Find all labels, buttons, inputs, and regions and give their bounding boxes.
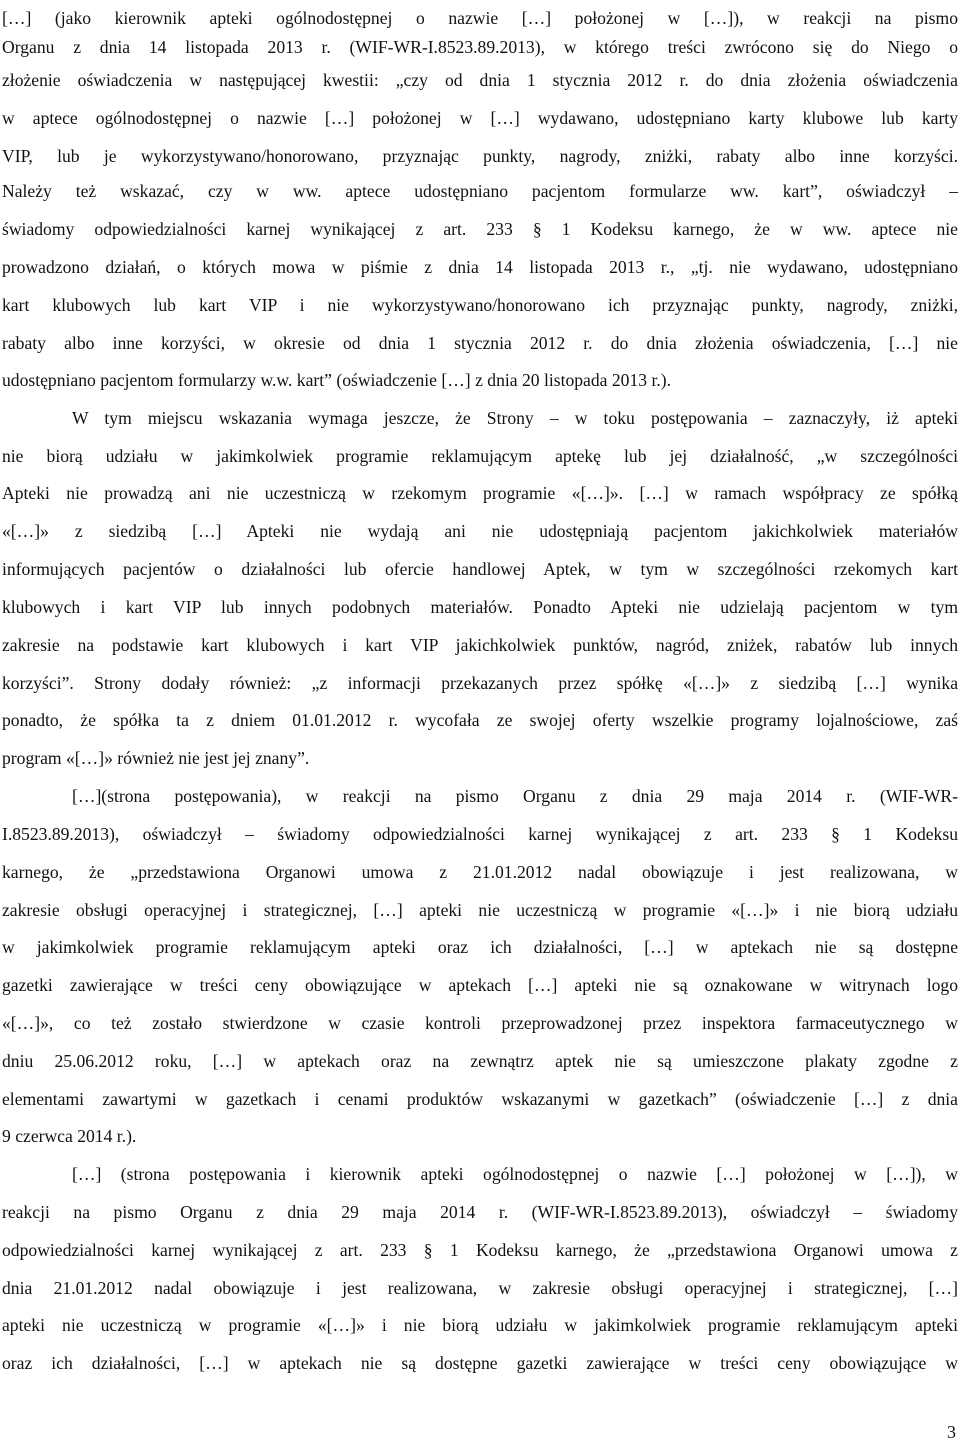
text-line: udostępniano pacjentom formularzy w.w. kart” (oświadczenie […] z dnia 20 listopada 2013 r.).: [2, 370, 671, 390]
text-line: «[…]» z siedzibą […] Apteki nie wydają ani nie udostępniają pacjentom jakichkolwiek materiałów: [2, 521, 958, 541]
text-line: apteki nie uczestniczą w programie «[…]» i nie biorą udziału w jakimkolwiek programie reklamującym apteki: [2, 1315, 958, 1335]
text-line: program «[…]» również nie jest jej znany”.: [2, 748, 310, 768]
text-line: oraz ich działalności, […] w aptekach nie są dostępne gazetki zawierające w treści ceny obowiązujące w: [2, 1353, 958, 1373]
text-line: kart klubowych lub kart VIP i nie wykorzystywano/honorowano ich przyznając punkty, nagrody, zniżki,: [2, 295, 958, 315]
text-line: dniu 25.06.2012 roku, […] w aptekach oraz na zewnątrz aptek nie są umieszczone plakaty zgodne z: [2, 1051, 958, 1071]
text-line: zakresie obsługi operacyjnej i strategicznej, […] apteki nie uczestniczą w programie «[…]» i nie biorą udziału: [2, 900, 958, 920]
text-line: dnia 21.01.2012 nadal obowiązuje i jest realizowana, w zakresie obsługi operacyjnej i strategicznej, […]: [2, 1278, 958, 1298]
text-line: prowadzono działań, o których mowa w piśmie z dnia 14 listopada 2013 r., „tj. nie wydawano, udostępniano: [2, 257, 958, 277]
text-line: Apteki nie prowadzą ani nie uczestniczą w rzekomym programie «[…]». […] w ramach współpracy ze spółką: [2, 483, 958, 503]
text-line: świadomy odpowiedzialności karnej wynikającej z art. 233 § 1 Kodeksu karnego, że w ww. aptece nie: [2, 219, 958, 239]
text-line: I.8523.89.2013), oświadczył – świadomy odpowiedzialności karnej wynikającej z art. 233 § 1 Kodeksu: [2, 824, 958, 844]
text-line: «[…]», co też zostało stwierdzone w czasie kontroli przeprowadzonej przez inspektora farmaceutycznego w: [2, 1013, 958, 1033]
paragraph-first-line: […] (strona postępowania i kierownik apteki ogólnodostępnej o nazwie […] położonej w […]), w: [72, 1164, 958, 1184]
text-line: zakresie na podstawie kart klubowych i kart VIP jakichkolwiek punktów, nagród, zniżek, rabatów lub innych: [2, 635, 958, 655]
text-line: nie biorą udziału w jakimkolwiek programie reklamującym aptekę lub jej działalność, „w szczególności: [2, 446, 958, 466]
text-line: ponadto, że spółka ta z dniem 01.01.2012 r. wycofała ze swojej oferty wszelkie programy lojalnościowe, zaś: [2, 710, 958, 730]
page-number: 3: [947, 1422, 956, 1442]
text-line: VIP, lub je wykorzystywano/honorowano, przyznając punkty, nagrody, zniżki, rabaty albo inne korzyści.: [2, 146, 958, 166]
text-line: klubowych i kart VIP lub innych podobnych materiałów. Ponadto Apteki nie udzielają pacjentom w tym: [2, 597, 958, 617]
text-line: złożenie oświadczenia w następującej kwestii: „czy od dnia 1 stycznia 2012 r. do dnia złożenia oświadczenia: [2, 70, 958, 90]
text-line: korzyści”. Strony dodały również: „z informacji przekazanych przez spółkę «[…]» z siedzibą […] wynika: [2, 673, 958, 693]
paragraph-first-line: W tym miejscu wskazania wymaga jeszcze, że Strony – w toku postępowania – zaznaczyły, iż apteki: [72, 408, 958, 428]
text-line: elementami zawartymi w gazetkach i cenami produktów wskazanymi w gazetkach” (oświadczenie […] z dnia: [2, 1089, 958, 1109]
text-line: karnego, że „przedstawiona Organowi umowa z 21.01.2012 nadal obowiązuje i jest realizowana, w: [2, 862, 958, 882]
text-line: Organu z dnia 14 listopada 2013 r. (WIF-WR-I.8523.89.2013), w którego treści zwrócono się do Niego o: [2, 37, 958, 57]
text-line: […] (jako kierownik apteki ogólnodostępnej o nazwie […] położonej w […]), w reakcji na pismo: [2, 8, 958, 28]
text-line: rabaty albo inne korzyści, w okresie od dnia 1 stycznia 2012 r. do dnia złożenia oświadczenia, […] nie: [2, 333, 958, 353]
text-line: odpowiedzialności karnej wynikającej z art. 233 § 1 Kodeksu karnego, że „przedstawiona Organowi umowa z: [2, 1240, 958, 1260]
text-line: informujących pacjentów o działalności lub ofercie handlowej Aptek, w tym w szczególności rzekomych kart: [2, 559, 958, 579]
text-line: w aptece ogólnodostępnej o nazwie […] położonej w […] wydawano, udostępniano karty klubowe lub karty: [2, 108, 958, 128]
text-line: gazetki zawierające w treści ceny obowiązujące w aptekach […] apteki nie są oznakowane w witrynach logo: [2, 975, 958, 995]
text-line: reakcji na pismo Organu z dnia 29 maja 2014 r. (WIF-WR-I.8523.89.2013), oświadczył – świadomy: [2, 1202, 958, 1222]
text-line: 9 czerwca 2014 r.).: [2, 1126, 137, 1146]
paragraph-first-line: […](strona postępowania), w reakcji na pismo Organu z dnia 29 maja 2014 r. (WIF-WR-: [72, 786, 958, 806]
text-line: Należy też wskazać, czy w ww. aptece udostępniano pacjentom formularze ww. kart”, oświadczył –: [2, 181, 958, 201]
text-line: w jakimkolwiek programie reklamującym apteki oraz ich działalności, […] w aptekach nie są dostępne: [2, 937, 958, 957]
